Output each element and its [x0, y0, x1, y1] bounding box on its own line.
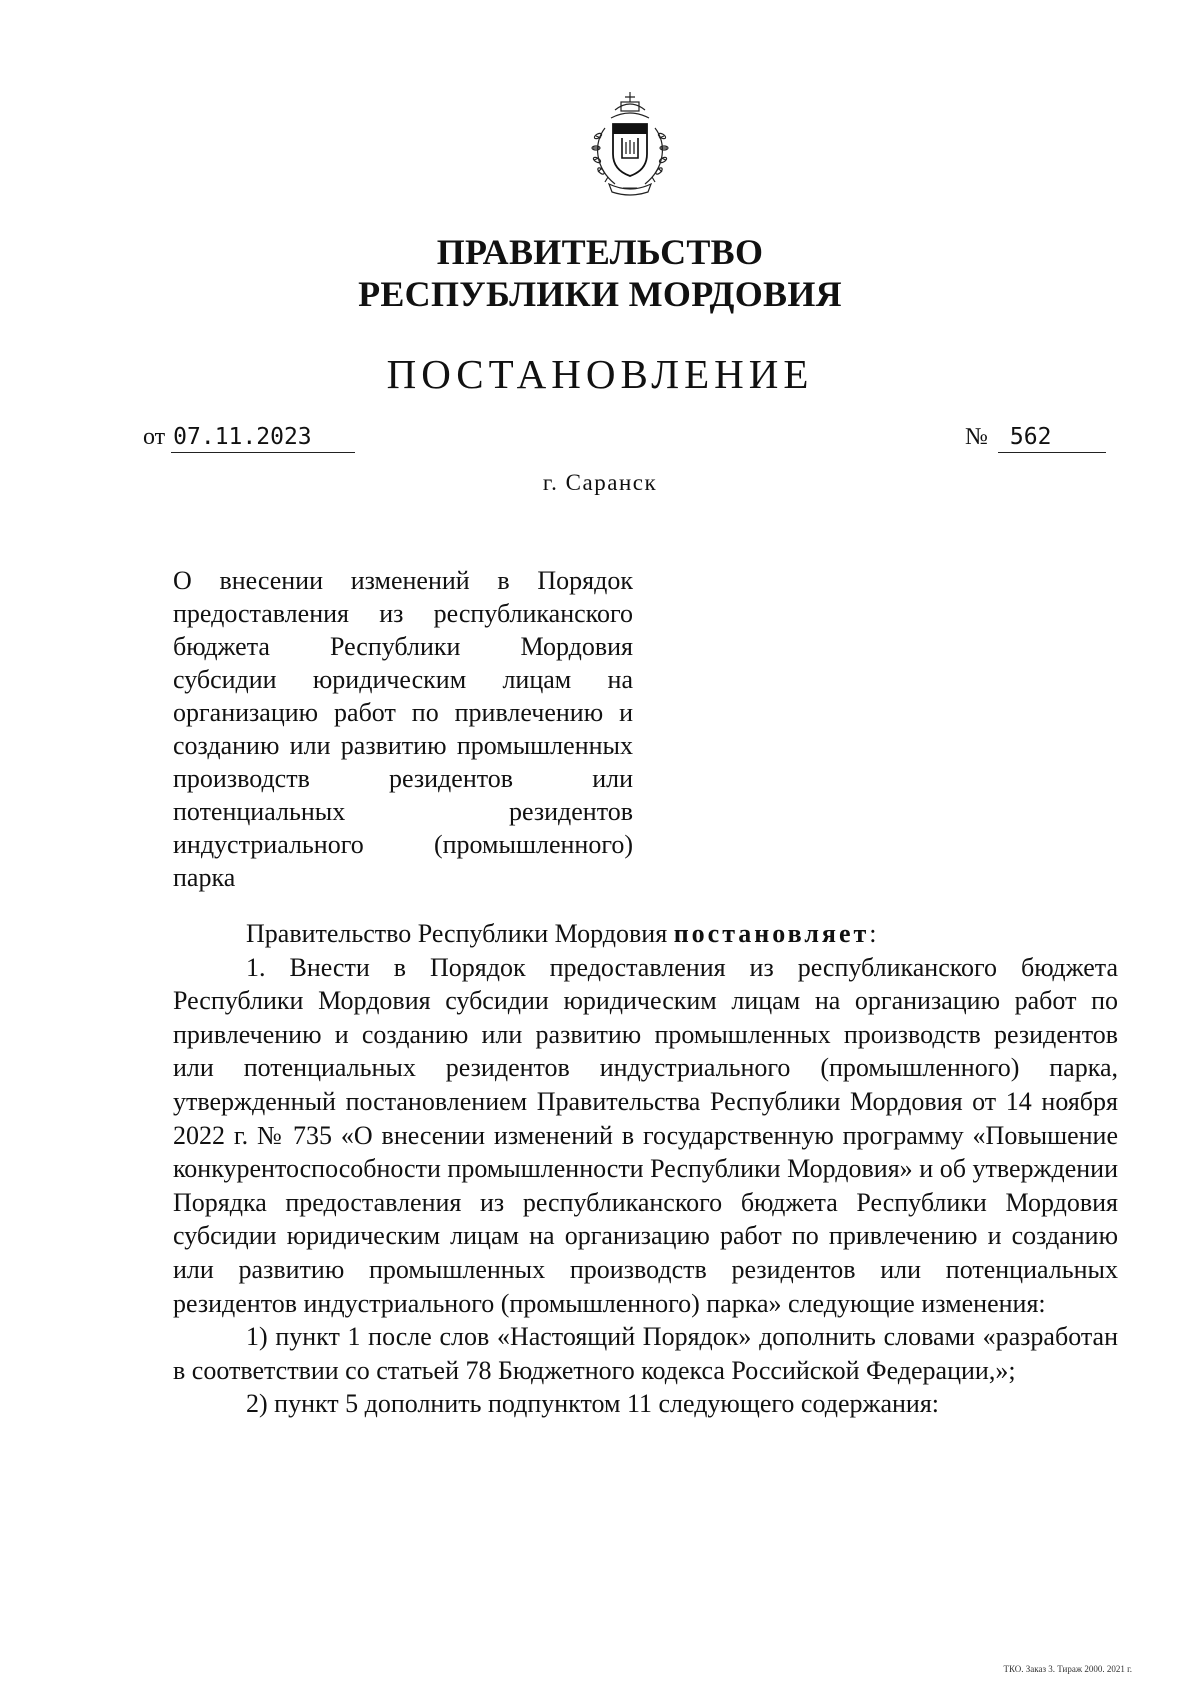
document-subject: О внесении изменений в Порядок предоставления из республиканского бюджета Республики Мордовия субсидии юридическим лицам на организацию работ по привлечению и созданию или развитию промышленных производств резидентов или потенциальных резидентов индустриального (промышленного) парка — [173, 566, 633, 892]
government-title-line1: ПРАВИТЕЛЬСТВО — [436, 232, 764, 272]
number-value: 562 — [998, 423, 1106, 453]
intro-prefix: Правительство Республики Мордовия — [246, 919, 674, 948]
subitem-2-paragraph: 2) пункт 5 дополнить подпунктом 11 следующего содержания: — [246, 1389, 939, 1419]
coat-of-arms-icon — [585, 88, 675, 200]
date-prefix: от — [143, 424, 166, 450]
date-field — [143, 423, 355, 453]
intro-suffix: : — [869, 919, 877, 948]
government-title-line2: РЕСПУБЛИКИ МОРДОВИЯ — [358, 274, 842, 314]
number-prefix: № — [965, 424, 988, 450]
subitem-1-paragraph: 1) пункт 1 после слов «Настоящий Порядок» дополнить словами «разработан в соответствии со статьей 78 Бюджетного кодекса Российской Федерации,»; — [173, 1322, 1118, 1385]
intro-paragraph — [173, 917, 1118, 951]
date-value: 07.11.2023 — [171, 423, 355, 453]
document-body — [173, 917, 1118, 1421]
item-1-paragraph: 1. Внести в Порядок предоставления из республиканского бюджета Республики Мордовия субсидии юридическим лицам на организацию работ по привлечению и созданию или развитию промышленных производств резидентов или потенциальных резидентов индустриального (промышленного) парка, утвержденный постановлением Правительства Республики Мордовия от 14 ноября 2022 г. № 735 «О внесении изменений в государственную программу «Повышение конкурентоспособности промышленности Республики Мордовия» и об утверждении Порядка предоставления из республиканского бюджета Республики Мордовия субсидии юридическим лицам на организацию работ по привлечению и созданию или развитию промышленных производств резидентов или потенциальных резидентов индустриального (промышленного) парка» следующие изменения: — [173, 952, 1118, 1318]
print-footer-note: ТКО. Заказ 3. Тираж 2000. 2021 г. — [1003, 1664, 1132, 1674]
number-field — [965, 423, 1106, 453]
document-type-title: ПОСТАНОВЛЕНИЕ — [386, 351, 814, 397]
city-label: г. Саранск — [542, 470, 658, 495]
decree-verb: постановляет — [673, 919, 870, 948]
